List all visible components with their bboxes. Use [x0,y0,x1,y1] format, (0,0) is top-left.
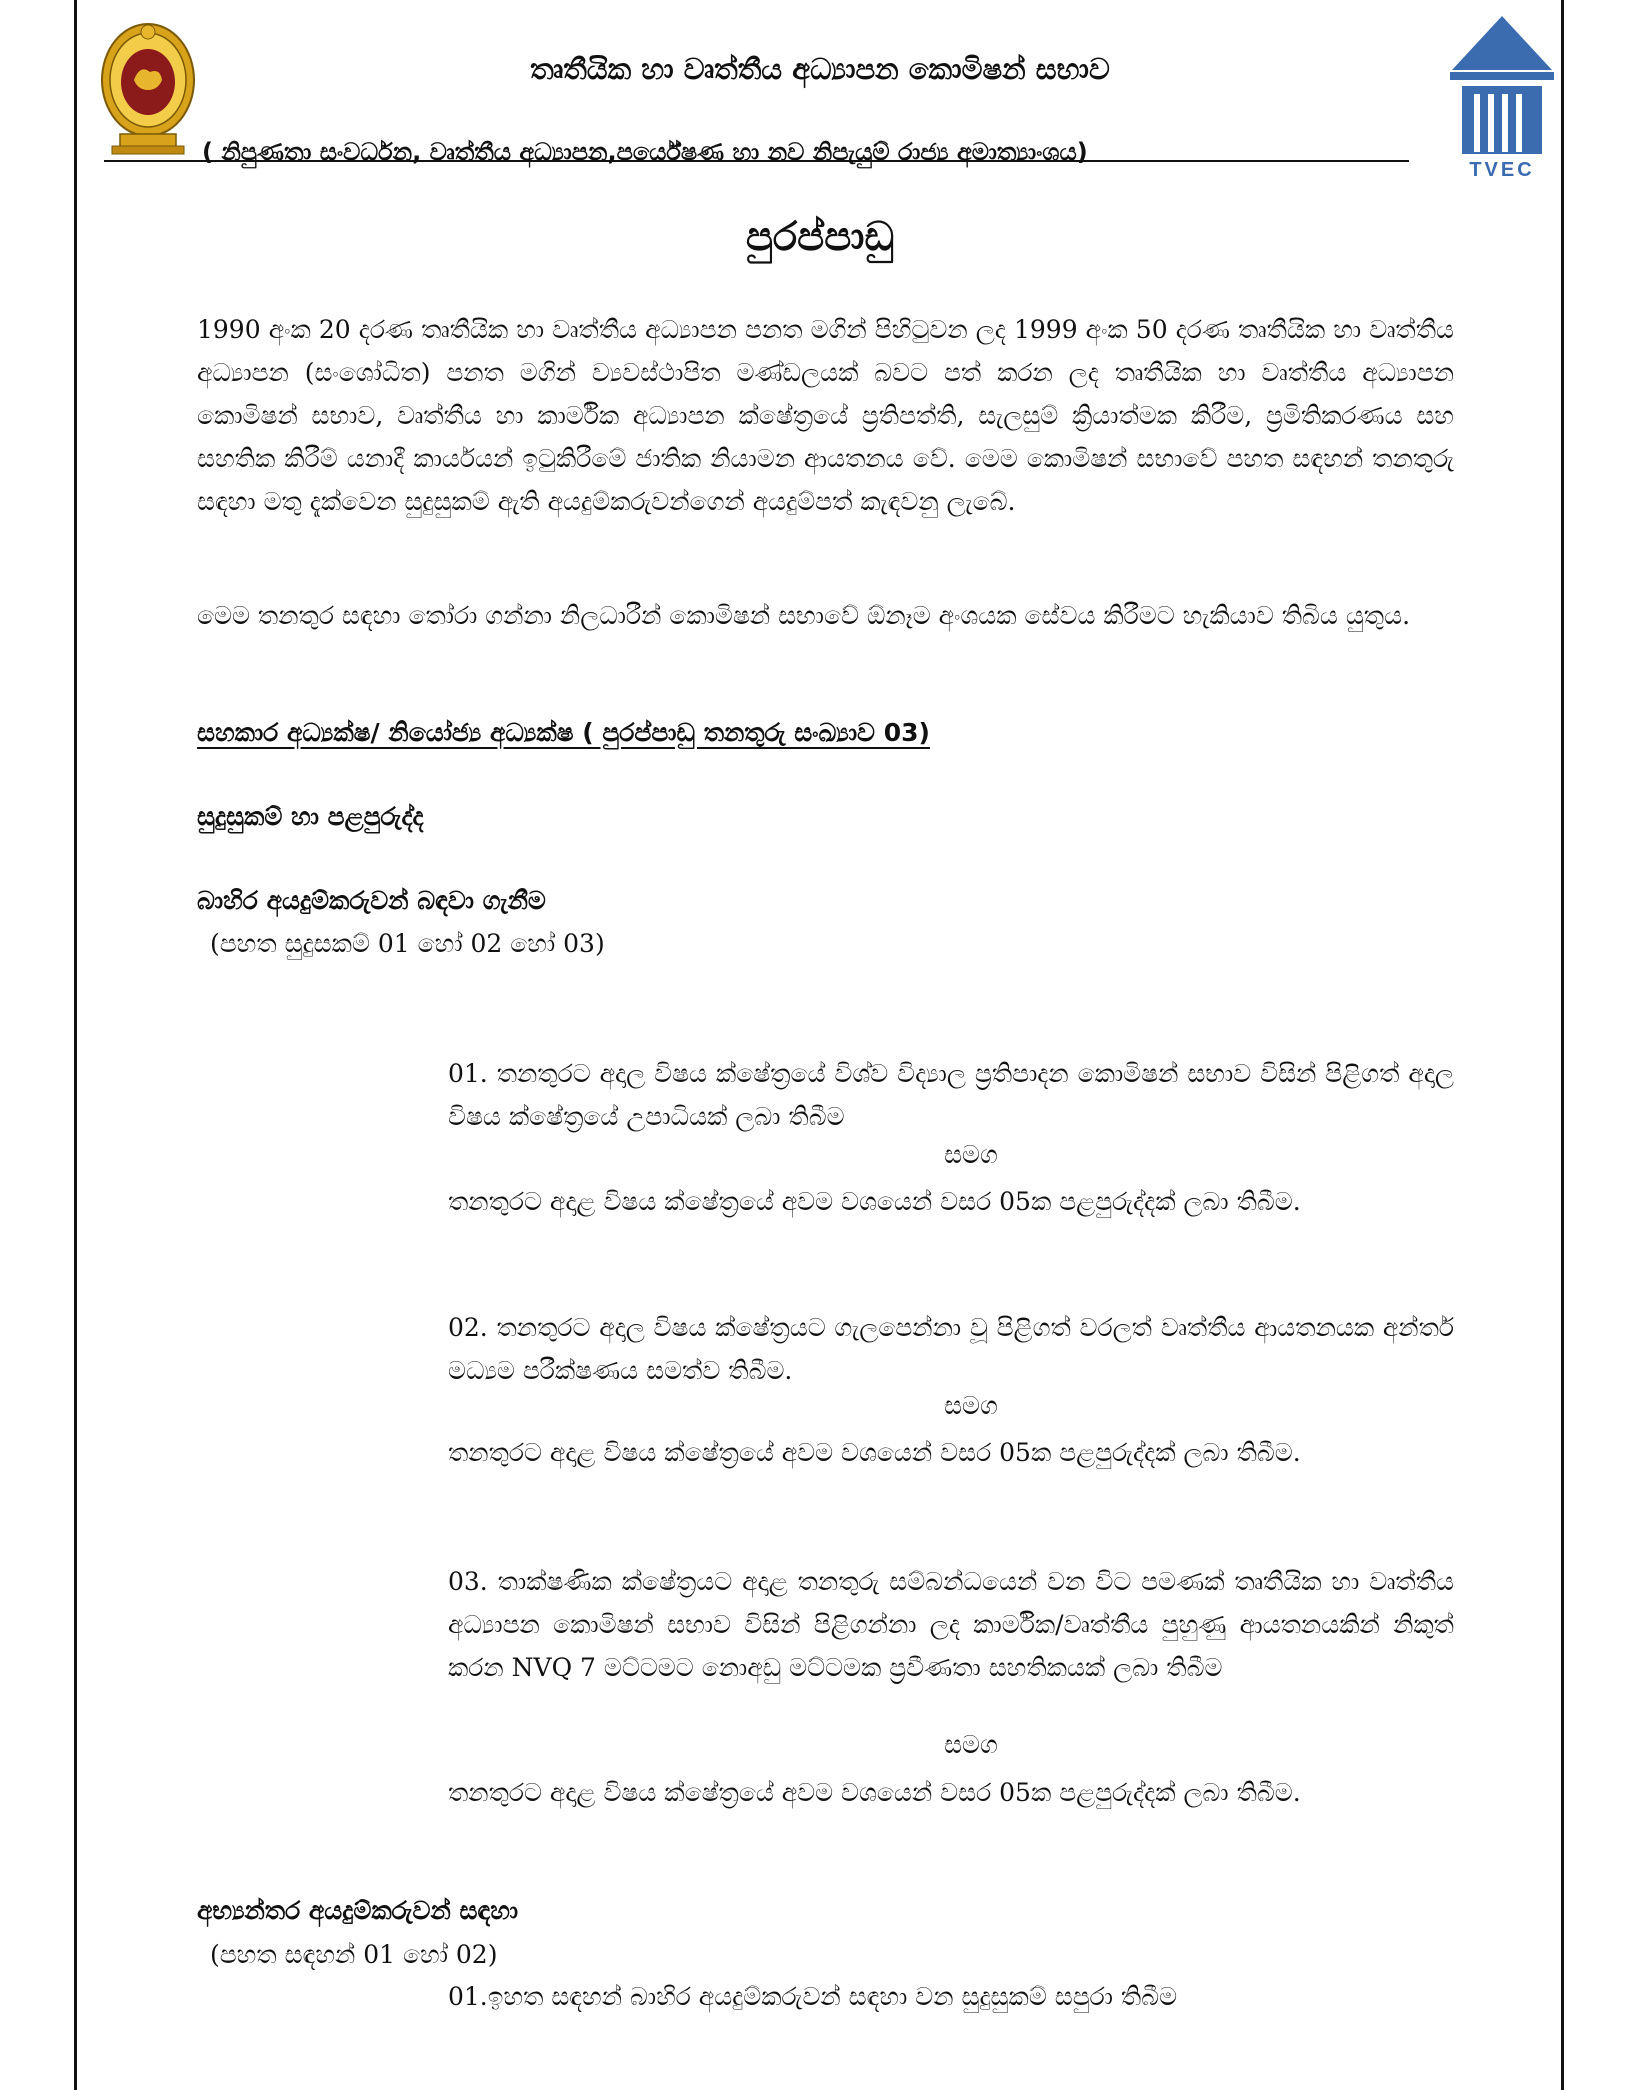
tvec-logo [1446,14,1558,180]
external-qualification-03: 03. තාක්ෂණික ක්ෂේත්‍රයට අදාළ තනතුරු සම්බන්ධයෙන් වන විට පමණක් තෘතීයික හා වෘත්තීය අධ්‍යාපන කොමිෂන් සභාව විසින් පිළිගන්නා ලද කාර්මික/වෘත්තීය පුහුණු ආයතනයකින් නිකුත් කරන NVQ 7 මට්ටමට නොඅඩු මට්ටමක ප්‍රවීණතා සහතිකයක් ලබා තිබීම [448,1567,1454,1682]
internal-applicants-note: (පහත සඳහන් 01 හෝ 02) [210,1940,498,1969]
external-qualification-01: 01. තනතුරට අදාල විෂය ක්ෂේත්‍රයේ විශ්ව විද්‍යාල ප්‍රතිපාදන කොමිෂන් සභාව විසින් පිළිගත් අදාල විෂය ක්ෂේත්‍රයේ උපාධියක් ලබා තිබීම [448,1059,1454,1131]
qualifications-heading: සුදුසුකම් හා පළපුරුද්ද [197,802,424,831]
ministry-subtitle: ( නිපුණතා සංවර්ධන, වෘත්තීය අධ්‍යාපන,පර්යේෂණ හා නව නිපැයුම් රාජ්‍ය අමාත්‍යාංශය) [202,138,1088,166]
tvec-logo-text: TVEC [1469,159,1535,180]
internal-qualification-01: 01.ඉහත සඳහන් බාහිර අයදුම්කරුවන් සඳහා වන සුදුසුකම් සපුරා තිබීම [448,1982,1178,2011]
post-title: සහකාර අධ්‍යක්ෂ/ නියෝජ්‍ය අධ්‍යක්ෂ ( පුරප්පාඩු තනතුරු සංඛ්‍යාව 03) [197,718,930,747]
experience-requirement: තනතුරට අදාළ විෂය ක්ෂේත්‍රයේ අවම වශයෙන් වසර 05ක පළපුරුද්දක් ලබා තිබීම. [448,1778,1301,1807]
vacancies-title: පුරප්පාඩු [745,214,895,260]
commission-title: තෘතීයික හා වෘත්තීය අධ්‍යාපන කොමිෂන් සභාව [530,52,1110,86]
intro-paragraph: 1990 අංක 20 දරණ තෘතීයික හා වෘත්තීය අධ්‍යාපන පනත මගින් පිහිටුවන ලද 1999 අංක 50 දරණ තෘතීයික හා වෘත්තීය අධ්‍යාපන (සංශෝධිත) පනත මගින් ව්‍යවස්ථාපිත මණ්ඩලයක් බවට පත් කරන ලද තෘතීයික හා වෘත්තීය අධ්‍යාපන කොමිෂන් සභාව, වෘත්තීය හා කාර්මික අධ්‍යාපන ක්ෂේත්‍රයේ ප්‍රතිපත්ති, සැලසුම් ක්‍රියාත්මක කිරීම, ප්‍රමිතිකරණය සහ සහතික කිරීම් යනාදී කාර්යයන් ඉටුකිරීමේ ජාතික නියාමන ආයතනය වේ. මෙම කොමිෂන් සභාවේ පහත සඳහන් තනතුරු සඳහා මතු දැක්වෙන සුදුසුකම් ඇති අයදුම්කරුවන්ගෙන් අයදුම්පත් කැඳවනු ලැබේ. [197,315,1454,516]
header-divider [104,160,1409,162]
joiner-text: සමග [944,1140,998,1169]
internal-applicants-heading: අභ්‍යන්තර අයදුම්කරුවන් සඳහා [197,1896,519,1925]
joiner-text: සමග [944,1391,998,1420]
joiner-text: සමග [944,1730,998,1759]
external-qualification-02: 02. තනතුරට අදාල විෂය ක්ෂේත්‍රයට ගැලපෙන්නා වූ පිළිගත් වරලත් වෘත්තීය ආයතනයක අන්තර් මධ්‍යම පරීක්ෂණය සමත්ව තිබීම. [448,1313,1454,1385]
experience-requirement: තනතුරට අදාළ විෂය ක්ෂේත්‍රයේ අවම වශයෙන් වසර 05ක පළපුරුද්දක් ලබා තිබීම. [448,1438,1301,1467]
experience-requirement: තනතුරට අදාළ විෂය ක්ෂේත්‍රයේ අවම වශයෙන් වසර 05ක පළපුරුද්දක් ලබා තිබීම. [448,1187,1301,1216]
assignment-paragraph: මෙම තනතුර සඳහා තෝරා ගන්නා නිලධාරීන් කොමිෂන් සභාවේ ඕනෑම අංශයක සේවය කිරීමට හැකියාව තිබිය යුතුය. [197,601,1411,630]
external-applicants-note: (පහත සුදුසකම් 01 හෝ 02 හෝ 03) [210,929,605,958]
external-applicants-heading: බාහිර අයදුම්කරුවන් බඳවා ගැනීම [197,886,546,915]
sri-lanka-emblem-logo [98,18,198,158]
